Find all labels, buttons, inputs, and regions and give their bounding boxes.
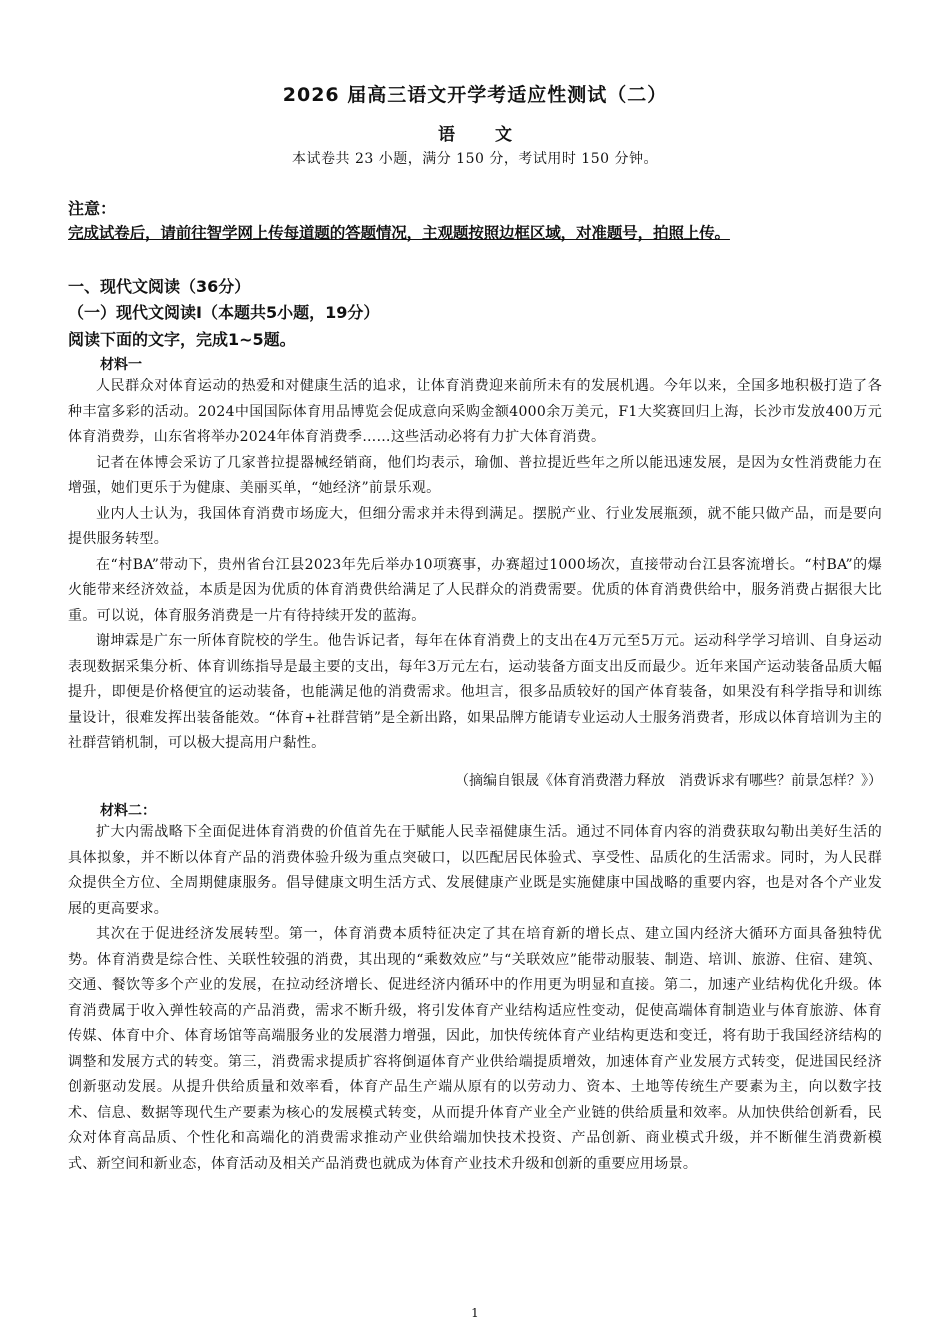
notice-label: 注意：	[68, 199, 117, 218]
section-subheading: （一）现代文阅读I（本题共5小题，19分）	[68, 303, 380, 322]
material2-label: 材料二：	[100, 803, 156, 819]
paragraph: 谢坤霖是广东一所体育院校的学生。他告诉记者，每年在体育消费上的支出在4万元至5万元。运动科学学习培训、自身运动表现数据采集分析、体育训练指导是最主要的支出，每年3万元左右，运动装备方面支出反而最少。近年来国产运动装备品质大幅提升，即便是价格便宜的运动装备，也能满足他的消费需求。他坦言，很多品质较好的国产体育装备，如果没有科学指导和训练量设计，很难发挥出装备能效。“体育+社群营销”是全新出路，如果品牌方能请专业运动人士服务消费者，形成以体育培训为主的社群营销机制，可以极大提高用户黏性。	[68, 633, 882, 751]
material2-body	[68, 820, 882, 1177]
paragraph: 人民群众对体育运动的热爱和对健康生活的追求，让体育消费迎来前所未有的发展机遇。今年以来，全国多地积极打造了各种丰富多彩的活动。2024中国国际体育用品博览会促成意向采购金额4000余万美元，F1大奖赛回归上海，长沙市发放400万元体育消费券，山东省将举办2024年体育消费季……这些活动必将有力扩大体育消费。	[68, 378, 882, 445]
material1-body	[68, 374, 882, 757]
page-number: 1	[471, 1306, 479, 1320]
exam-title: 2026 届高三语文开学考适应性测试（二）	[282, 84, 668, 106]
paragraph: 记者在体博会采访了几家普拉提器械经销商，他们均表示，瑜伽、普拉提近些年之所以能迅速发展，是因为女性消费能力在增强，她们更乐于为健康、美丽买单，“她经济”前景乐观。	[68, 454, 882, 496]
paragraph: 业内人士认为，我国体育消费市场庞大，但细分需求并未得到满足。摆脱产业、行业发展瓶颈，就不能只做产品，而是要向提供服务转型。	[68, 505, 882, 547]
notice-text: 完成试卷后，请前往智学网上传每道题的答题情况，主观题按照边框区域，对准题号，拍照上传。	[68, 224, 730, 242]
subject-title: 语文	[438, 125, 552, 145]
material1-source: （摘编自银晟《体育消费潜力释放 消费诉求有哪些？前景怎样？》）	[455, 773, 882, 789]
paragraph: 在“村BA”带动下，贵州省台江县2023年先后举办10项赛事，办赛超过1000场次，直接带动台江县客流增长。“村BA”的爆火能带来经济效益，本质是因为优质的体育消费供给满足了人民群众的消费需要。优质的体育消费供给中，服务消费占据很大比重。可以说，体育服务消费是一片有待持续开发的蓝海。	[68, 556, 882, 624]
material1-label: 材料一	[100, 357, 142, 373]
section-heading: 一、现代文阅读（36分）	[68, 277, 251, 296]
paragraph: 扩大内需战略下全面促进体育消费的价值首先在于赋能人民幸福健康生活。通过不同体育内容的消费获取勾勒出美好生活的具体拟象，并不断以体育产品的消费体验升级为重点突破口，以匹配居民体验式、享受性、品质化的生活需求。同时，为人民群众提供全方位、全周期健康服务。倡导健康文明生活方式、发展健康产业既是实施健康中国战略的重要内容，也是对各个产业发展的更高要求。	[68, 824, 882, 917]
exam-info: 本试卷共 23 小题，满分 150 分，考试用时 150 分钟。	[292, 151, 658, 167]
section-instruction: 阅读下面的文字，完成1~5题。	[68, 330, 296, 349]
paragraph: 其次在于促进经济发展转型。第一，体育消费本质特征决定了其在培育新的增长点、建立国内经济大循环方面具备独特优势。体育消费是综合性、关联性较强的消费，其出现的“乘数效应”与“关联效应”能带动服装、制造、培训、旅游、住宿、建筑、交通、餐饮等多个产业的发展，在拉动经济增长、促进经济内循环中的作用更为明显和直接。第二，加速产业结构优化升级。体育消费属于收入弹性较高的产品消费，需求不断升级，将引发体育产业结构适应性变动，促使高端体育制造业与体育旅游、体育传媒、体育中介、体育场馆等高端服务业的发展潜力增强，因此，加快传统体育产业结构更迭和变迁，将有助于我国经济结构的调整和发展方式的转变。第三，消费需求提质扩容将倒逼体育产业供给端提质增效，加速体育产业发展方式转变，促进国民经济创新驱动发展。从提升供给质量和效率看，体育产品生产端从原有的以劳动力、资本、土地等传统生产要素为主，向以数字技术、信息、数据等现代生产要素为核心的发展模式转变，从而提升体育产业全产业链的供给质量和效率。从加快供给创新看，民众对体育高品质、个性化和高端化的消费需求推动产业供给端加快技术投资、产品创新、商业模式升级，并不断催生消费新模式、新空间和新业态，体育活动及相关产品消费也就成为体育产业技术升级和创新的重要应用场景。	[68, 926, 882, 1172]
